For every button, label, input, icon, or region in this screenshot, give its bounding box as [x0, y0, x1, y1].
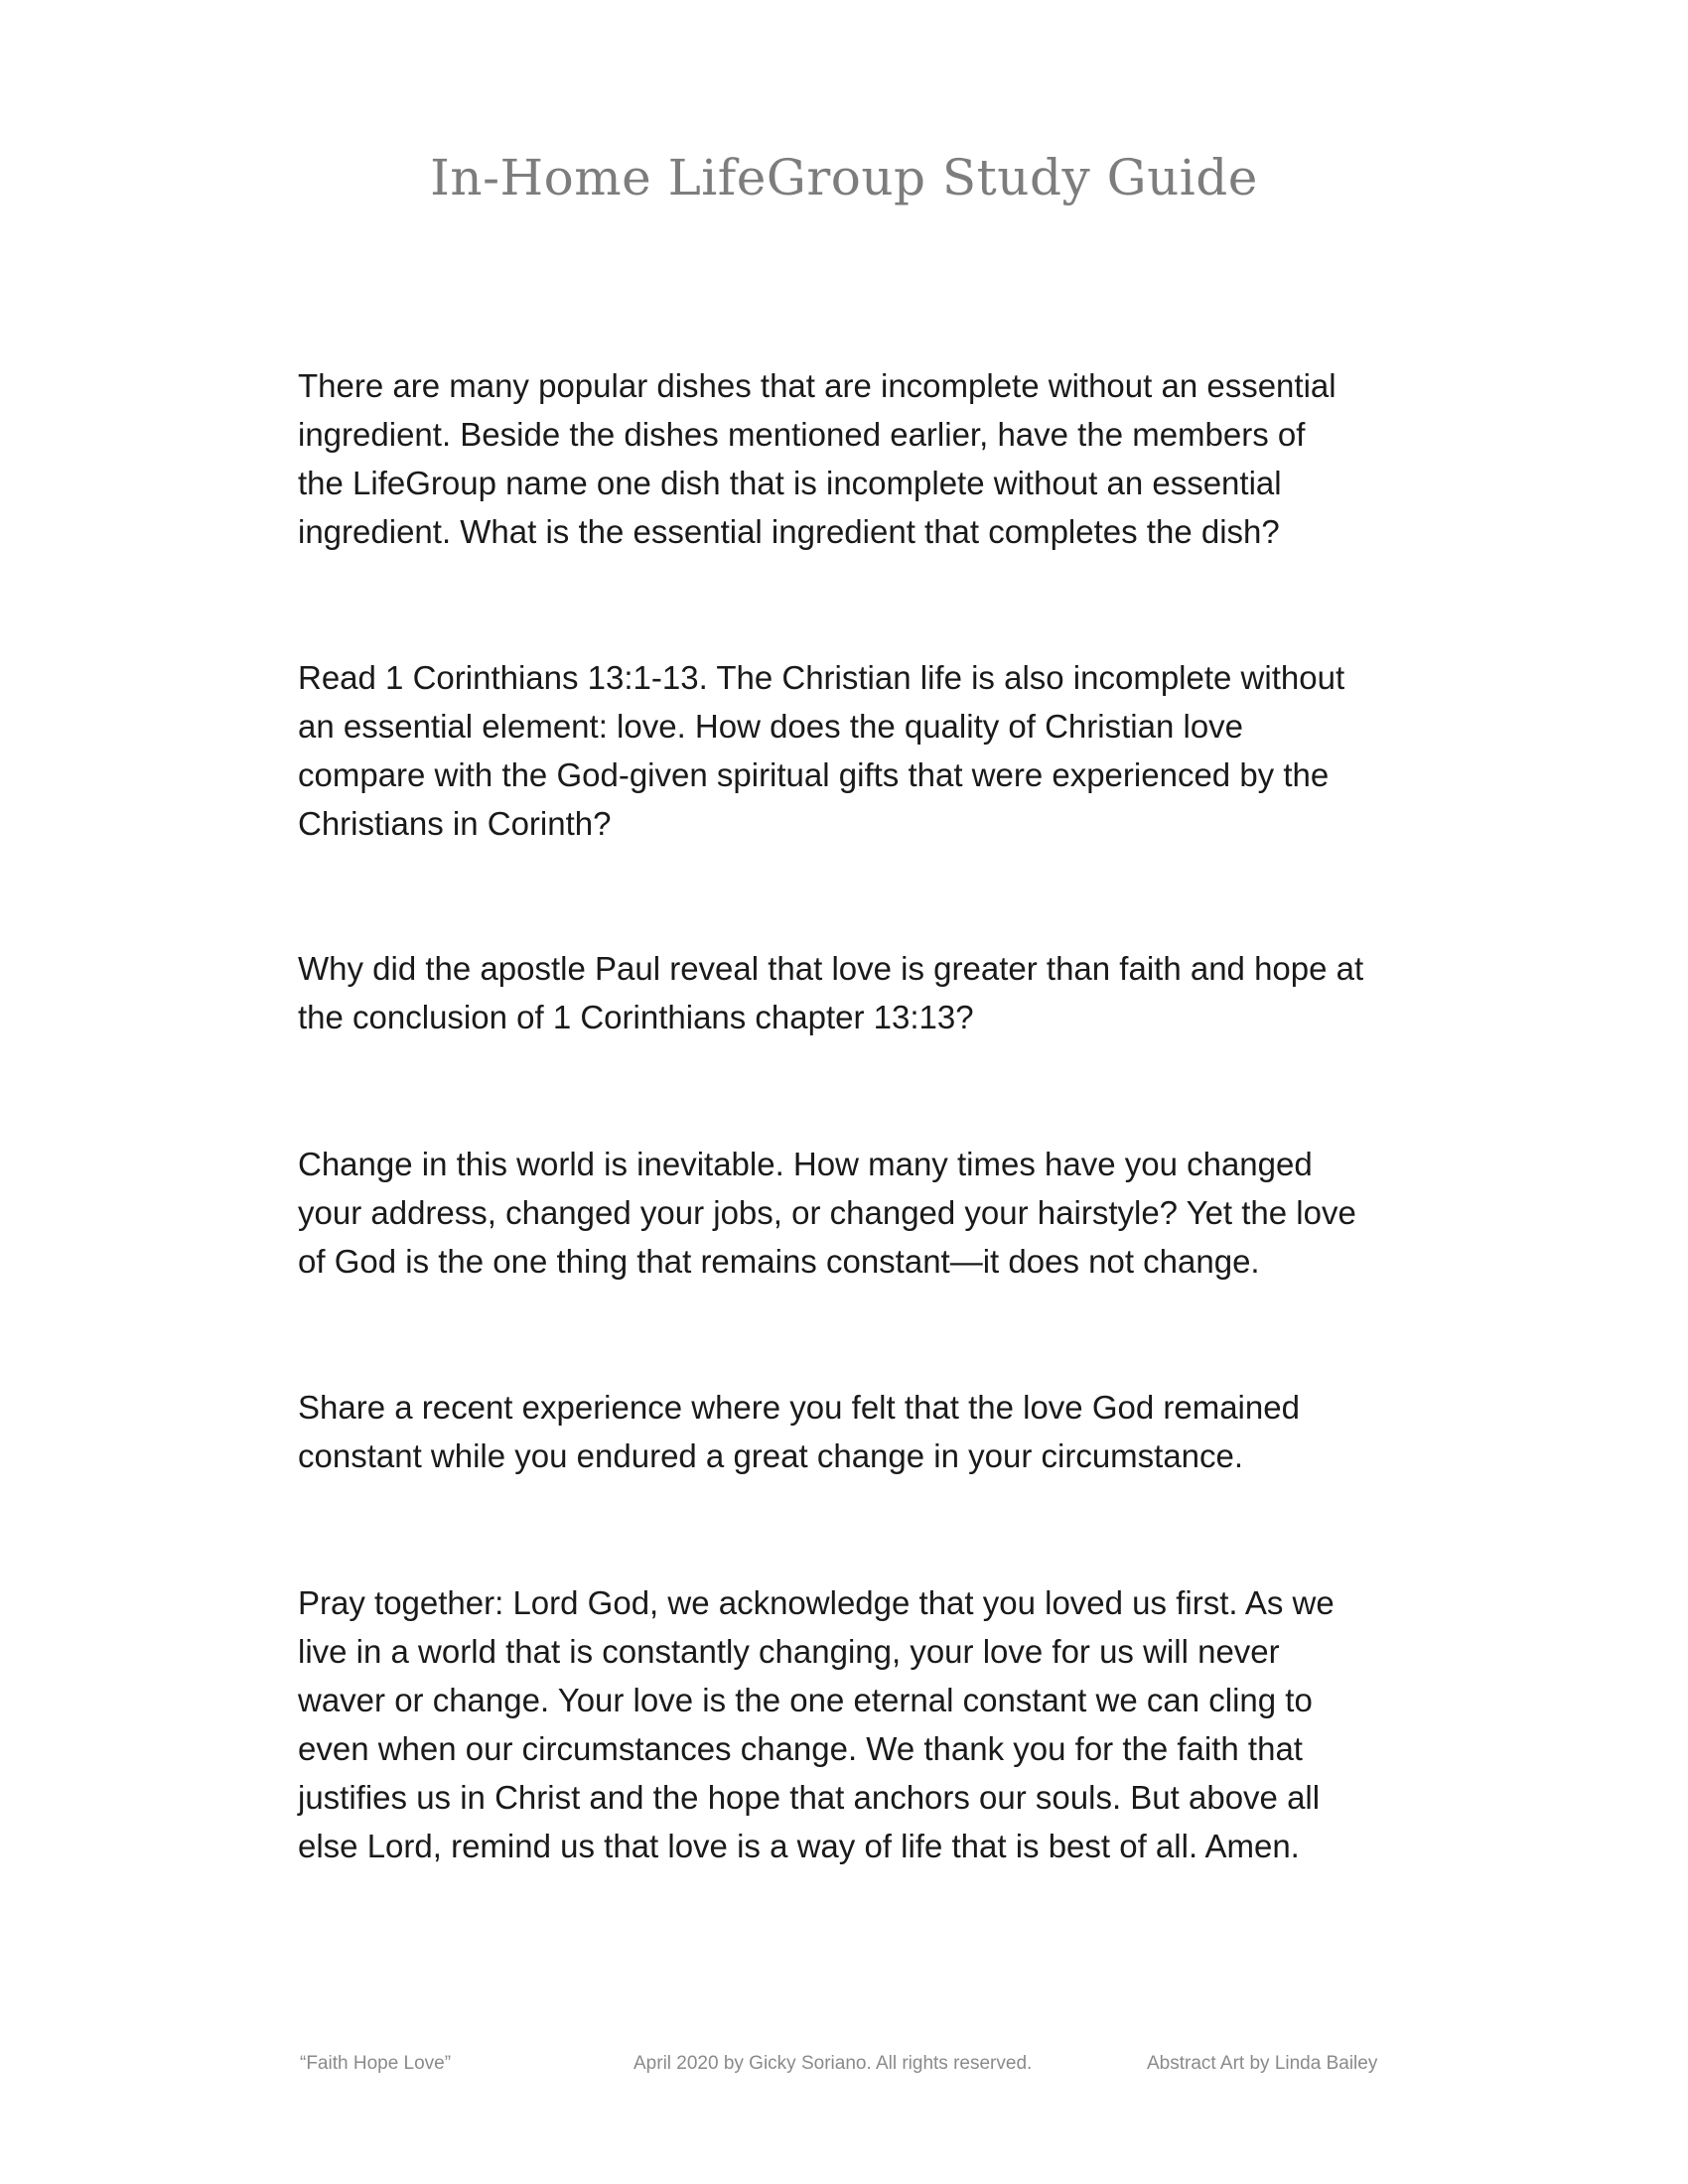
prayer-paragraph: Pray together: Lord God, we acknowledge that you loved us first. As we live in a world that is constantly changing, your love for us will never waver or change. Your love is the one eternal constant we can cling to even when our circumstances change. We thank you for the faith that justifies us in Christ and the hope that anchors our souls. But above all else Lord, remind us that love is a way of life that is best of all. Amen.: [298, 1584, 1335, 1864]
footer-art-credit: Abstract Art by Linda Bailey: [1147, 2053, 1378, 2074]
question-corinthians-reading: Read 1 Corinthians 13:1-13. The Christian life is also incomplete without an essential element: love. How does the quality of Christian love compare with the God-given spiritual gifts that were experienced by the Christians in Corinth?: [298, 659, 1345, 842]
footer-series-title: “Faith Hope Love”: [300, 2053, 452, 2074]
question-love-greater: Why did the apostle Paul reveal that love is greater than faith and hope at the conclusion of 1 Corinthians chapter 13:13?: [298, 950, 1364, 1035]
question-dishes: There are many popular dishes that are incomplete without an essential ingredient. Beside the dishes mentioned earlier, have the members of the LifeGroup name one dish that is incomplete without an essential ingredient. What is the essential ingredient that completes the dish?: [298, 367, 1336, 550]
paragraph-change-inevitable: Change in this world is inevitable. How many times have you changed your address, changed your jobs, or changed your hairstyle? Yet the love of God is the one thing that remains constant—it does not change.: [298, 1146, 1356, 1280]
page-title: In-Home LifeGroup Study Guide: [430, 149, 1258, 206]
question-share-experience: Share a recent experience where you felt that the love God remained constant while you endured a great change in your circumstance.: [298, 1389, 1300, 1474]
footer-copyright: April 2020 by Gicky Soriano. All rights reserved.: [633, 2053, 1033, 2074]
